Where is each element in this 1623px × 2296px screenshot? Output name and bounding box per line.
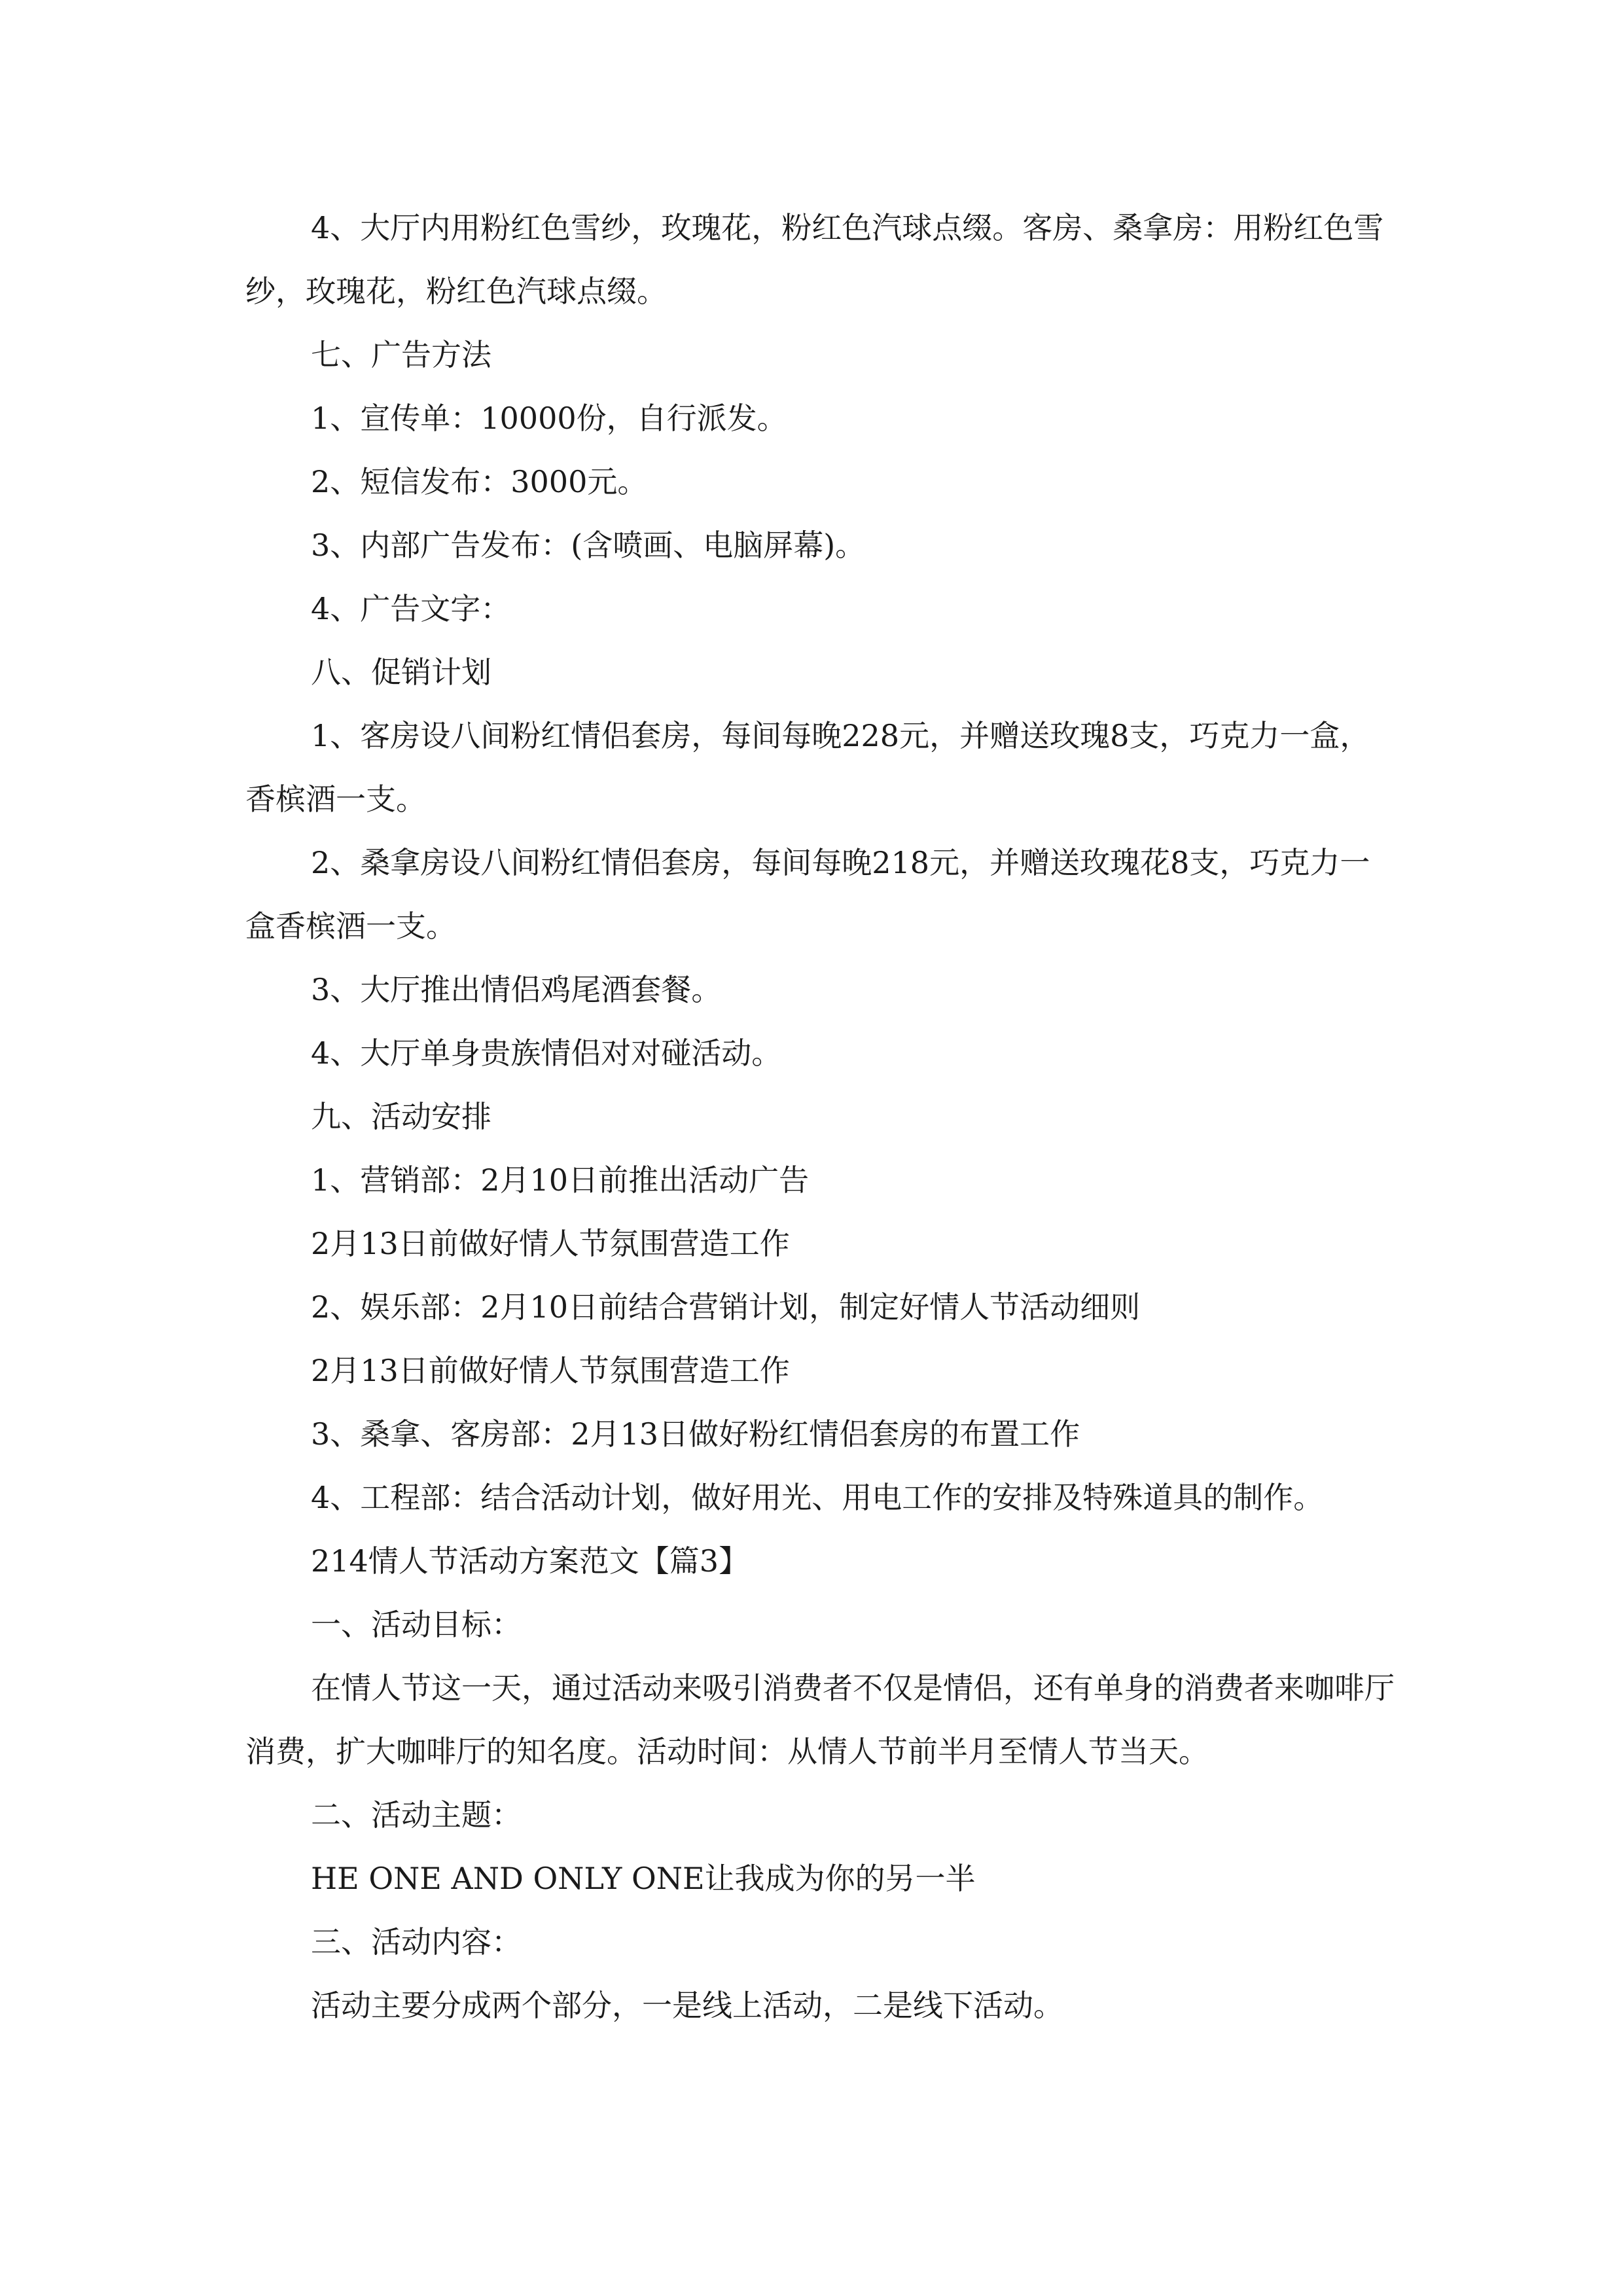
paragraph-sauna-housekeeping: 3、桑拿、客房部：2月13日做好粉红情侣套房的布置工作 xyxy=(311,1416,1080,1452)
paragraph-singles-event: 4、大厅单身贵族情侣对对碰活动。 xyxy=(311,1035,782,1071)
paragraph-flyers: 1、宣传单：10000份，自行派发。 xyxy=(311,401,787,436)
paragraph-guest-rooms: 1、客房设八间粉红情侣套房，每间每晚228元，并赠送玫瑰8支，巧克力一盒，香槟酒一支。 xyxy=(245,718,1370,817)
paragraph-sauna-rooms: 2、桑拿房设八间粉红情侣套房，每间每晚218元，并赠送玫瑰花8支，巧克力一盒香槟酒一支。 xyxy=(245,845,1370,944)
paragraph-marketing: 1、营销部：2月10日前推出活动广告 xyxy=(311,1162,810,1198)
paragraph-internal-ads: 3、内部广告发布：(含喷画、电脑屏幕)。 xyxy=(311,528,866,563)
paragraph-ad-text: 4、广告文字： xyxy=(311,591,511,626)
heading-promotion: 八、促销计划 xyxy=(311,655,491,690)
paragraph-theme: HE ONE AND ONLY ONE让我成为你的另一半 xyxy=(311,1861,976,1896)
paragraph-cocktail-set: 3、大厅推出情侣鸡尾酒套餐。 xyxy=(311,972,722,1007)
paragraph-content: 活动主要分成两个部分，一是线上活动，二是线下活动。 xyxy=(311,1988,1063,2023)
heading-arrangement: 九、活动安排 xyxy=(311,1099,491,1134)
paragraph-entertainment: 2、娱乐部：2月10日前结合营销计划，制定好情人节活动细则 xyxy=(311,1289,1141,1325)
paragraph-engineering: 4、工程部：结合活动计划，做好用光、用电工作的安排及特殊道具的制作。 xyxy=(311,1480,1324,1515)
paragraph-sms: 2、短信发布：3000元。 xyxy=(311,464,648,499)
heading-goal: 一、活动目标： xyxy=(311,1607,522,1642)
paragraph-entertainment-atmosphere: 2月13日前做好情人节氛围营造工作 xyxy=(311,1353,790,1388)
section-title-part3: 214情人节活动方案范文【篇3】 xyxy=(311,1543,749,1579)
heading-content: 三、活动内容： xyxy=(311,1924,522,1960)
paragraph-marketing-atmosphere: 2月13日前做好情人节氛围营造工作 xyxy=(311,1226,790,1261)
heading-advertising: 七、广告方法 xyxy=(311,337,491,372)
paragraph-goal: 在情人节这一天，通过活动来吸引消费者不仅是情侣，还有单身的消费者来咖啡厅消费，扩大咖啡厅的知名度。活动时间：从情人节前半月至情人节当天。 xyxy=(245,1670,1395,1769)
heading-theme: 二、活动主题： xyxy=(311,1797,522,1833)
paragraph-decoration-hall: 4、大厅内用粉红色雪纱，玫瑰花，粉红色汽球点缀。客房、桑拿房：用粉红色雪纱，玫瑰花，粉红色汽球点缀。 xyxy=(245,210,1384,309)
document-body xyxy=(245,196,1397,2037)
